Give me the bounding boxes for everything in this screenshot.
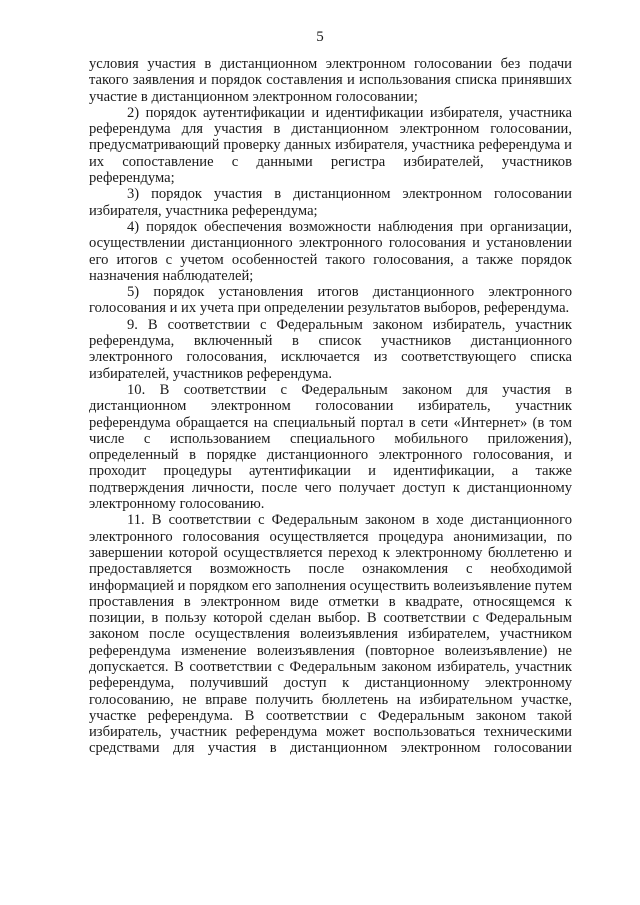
paragraph-clause-10: 10. В соответствии с Федеральным законом для участия в дистанционном электронном голосовании избиратель, участник референдума обращается на специальный портал в сети «Интернет» (в том числе с использованием специального мобильного приложения), определенный в порядке дистанционного электронного голосования, и проходит процедуры аутентификации и идентификации, а также подтверждения личности, после чего получает доступ к дистанционному электронному голосованию. xyxy=(89,381,572,513)
paragraph-item-3: 3) порядок участия в дистанционном электронном голосовании избирателя, участника референдума; xyxy=(89,186,572,219)
paragraph-item-4: 4) порядок обеспечения возможности наблюдения при организации, осуществлении дистанционного электронного голосования и установлении его итогов с учетом особенностей такого голосования, а также порядок назначения наблюдателей; xyxy=(89,218,572,284)
paragraph-item-5: 5) порядок установления итогов дистанционного электронного голосования и их учета при определении результатов выборов, референдума. xyxy=(89,284,572,317)
paragraph-clause-9: 9. В соответствии с Федеральным законом избиратель, участник референдума, включенный в список участников дистанционного электронного голосования, исключается из соответствующего списка избирателей, участников референдума. xyxy=(89,316,572,382)
paragraph-item-2: 2) порядок аутентификации и идентификации избирателя, участника референдума для участия в дистанционном электронном голосовании, предусматривающий проверку данных избирателя, участника референдума и их сопоставление с данными регистра избирателей, участников референдума; xyxy=(89,104,572,187)
paragraph-clause-11: 11. В соответствии с Федеральным законом в ходе дистанционного электронного голосования осуществляется процедура анонимизации, по завершении которой осуществляется переход к электронному бюллетеню и предоставляется возможность после ознакомления с необходимой информацией и порядком его заполнения осуществить волеизъявление путем проставления в электронном виде отметки в квадрате, относящемся к позиции, в пользу которой сделан выбор. В соответствии с Федеральным законом после осуществления волеизъявления избирателем, участником референдума изменение волеизъявления (повторное волеизъявление) не допускается. В соответствии с Федеральным законом избиратель, участник референдума, получивший доступ к дистанционному электронному голосованию, не вправе получить бюллетень на избирательном участке, участке референдума. В соответствии с Федеральным законом такой избиратель, участник референдума может воспользоваться техническими средствами для участия в дистанционном электронном голосовании xyxy=(89,512,572,757)
paragraph-continuation: условия участия в дистанционном электронном голосовании без подачи такого заявления и порядок составления и использования списка принявших участие в дистанционном электронном голосовании; xyxy=(89,56,572,105)
document-body xyxy=(89,56,572,757)
page-number: 5 xyxy=(316,29,324,45)
